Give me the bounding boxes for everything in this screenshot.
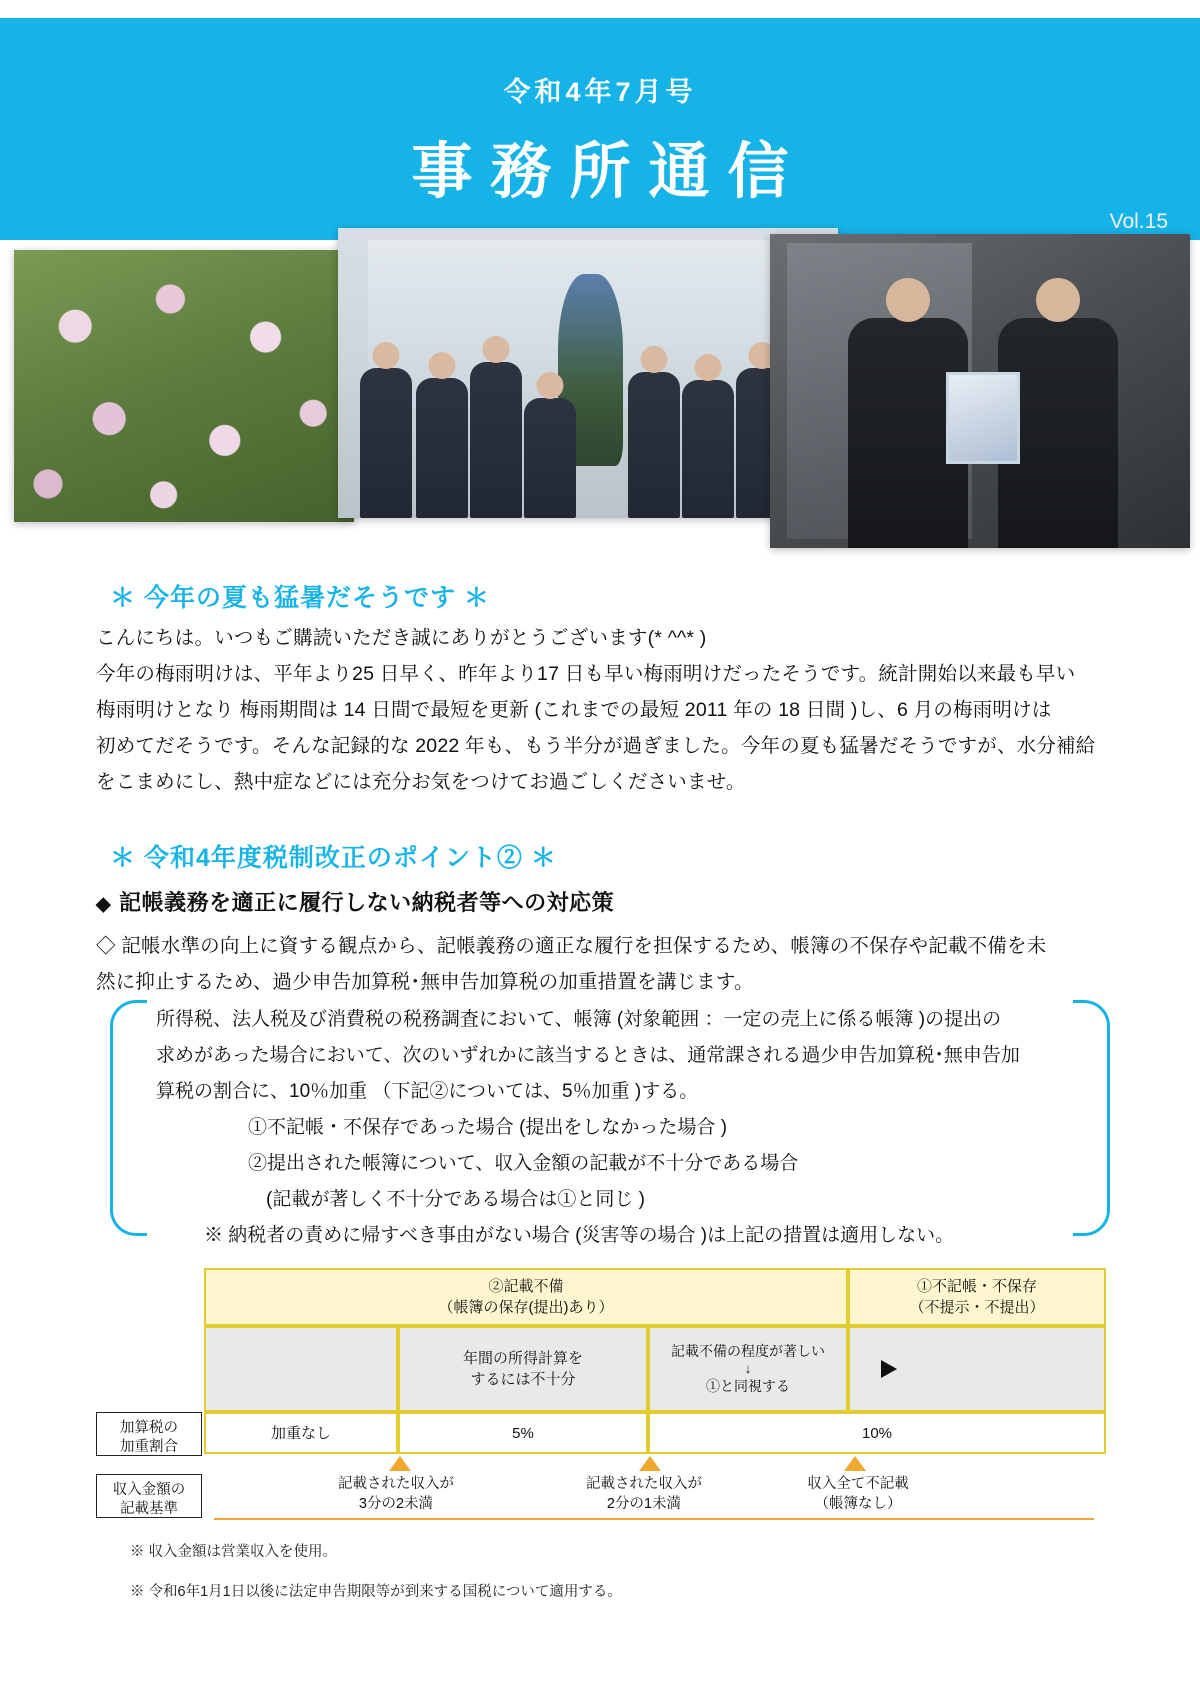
staff-person	[682, 380, 734, 518]
staff-group-photo	[338, 228, 838, 518]
row-label-rate	[96, 1412, 202, 1456]
right-arrow-icon	[881, 1360, 897, 1378]
staff-person	[524, 398, 576, 518]
table-note-1: ※ 収入金額は営業収入を使用。	[130, 1544, 338, 1560]
paragraph-line: こんにちは。いつもご購読いただき誠にありがとうございます(* ^^* )	[96, 627, 707, 649]
threshold-line: 記載された収入が	[338, 1476, 454, 1492]
quote-item: ②提出された帳簿について、収入金額の記載が不十分である場合	[248, 1153, 799, 1174]
staff-person	[470, 362, 522, 518]
threshold-marker-icon	[639, 1456, 661, 1471]
staff-person	[628, 372, 680, 518]
table-note-2: ※ 令和6年1月1日以後に法定申告期限等が到来する国税について適用する。	[130, 1584, 622, 1600]
diamond-bullet-icon: ◆	[96, 894, 112, 915]
flowers-photo	[14, 250, 354, 522]
quote-item: (記載が著しく不十分である場合は①と同じ )	[266, 1189, 645, 1210]
section-1-heading: ＊ 今年の夏も猛暑だそうです ＊	[110, 584, 490, 612]
subheader-line: するには不十分	[470, 1371, 576, 1388]
right-bracket-decoration	[1073, 1000, 1110, 1236]
left-bracket-decoration	[110, 1000, 147, 1236]
threshold-line: 2分の1未満	[606, 1496, 682, 1512]
table-subheader-severe	[648, 1326, 848, 1412]
table-subheader-none	[204, 1326, 398, 1412]
paragraph-line: 初めてだそうです。そんな記録的な 2022 年も、もう半分が過ぎました。今年の夏も猛暑だそうですが、水分補給	[96, 735, 1096, 757]
quote-note: ※ 納税者の責めに帰すべき事由がない場合 (災害等の場合 )は上記の措置は適用しない。	[204, 1225, 955, 1246]
threshold-line: 収入全て不記載	[807, 1476, 909, 1492]
volume-number: Vol.15	[1109, 210, 1168, 233]
issue-date: 令和4年7月号	[503, 77, 697, 107]
quote-item: ①不記帳・不保存であった場合 (提出をしなかった場合 )	[248, 1117, 728, 1138]
row-label-line: 加算税の	[120, 1420, 178, 1436]
threshold-label-1	[306, 1474, 486, 1514]
quote-line: 求めがあった場合において、次のいずれかに該当するときは、通常課される過少申告加算税･無申告加	[156, 1045, 1020, 1066]
table-group-header-2	[204, 1268, 848, 1326]
section-2-heading: ＊ 令和4年度税制改正のポイント② ＊	[110, 844, 557, 872]
subheader-line: ①と同視する	[706, 1378, 790, 1394]
paragraph-line: ◇ 記帳水準の向上に資する観点から、記帳義務の適正な履行を担保するため、帳簿の不保存や記載不備を未	[96, 935, 1047, 957]
quote-text	[156, 1002, 1056, 1254]
newsletter-header-banner	[0, 18, 1200, 240]
paragraph-line: 梅雨明けとなり 梅雨期間は 14 日間で最短を更新 (これまでの最短 2011 年の 18 日間 )し、6 月の梅雨明けは	[96, 699, 1052, 721]
threshold-line: （帳簿なし）	[814, 1496, 902, 1512]
section-2-subheading: 記帳義務を適正に履行しない納税者等への対応策	[119, 890, 615, 915]
threshold-label-2	[554, 1474, 734, 1514]
paragraph-line: 然に抑止するため、過少申告加算税･無申告加算税の加重措置を講じます。	[96, 971, 754, 993]
group-header-title: ①不記帳・不保存	[916, 1278, 1037, 1295]
threshold-marker-icon	[389, 1456, 411, 1471]
rate-cell-10: 10%	[648, 1412, 1106, 1454]
penalty-rate-diagram	[96, 1268, 1106, 1600]
rate-cell-5: 5%	[398, 1412, 648, 1454]
paragraph-line: をこまめにし、熱中症などには充分お気をつけてお過ごしくださいませ。	[96, 771, 746, 793]
group-header-title: ②記載不備	[488, 1278, 564, 1295]
group-header-subtitle: （帳簿の保存(提出)あり）	[438, 1299, 614, 1316]
quote-line: 算税の割合に、10％加重 （下記②については、5％加重 )する。	[156, 1081, 699, 1102]
threshold-label-3	[768, 1474, 948, 1514]
photo-collage	[0, 228, 1200, 548]
down-arrow-icon: ↓	[744, 1361, 752, 1376]
award-ceremony-photo	[770, 234, 1190, 548]
section-1-body	[96, 620, 1116, 800]
rate-cell-none: 加重なし	[204, 1412, 398, 1454]
threshold-marker-icon	[844, 1456, 866, 1471]
page-title: 事務所通信	[411, 137, 807, 205]
threshold-line: 3分の2未満	[358, 1496, 434, 1512]
subheader-line: 記載不備の程度が著しい	[671, 1343, 825, 1359]
paragraph-line: 今年の梅雨明けは、平年より25 日早く、昨年より17 日も早い梅雨明けだったそうです。統計開始以来最も早い	[96, 663, 1076, 685]
row-label-line: 記載基準	[120, 1501, 178, 1517]
award-plaque	[946, 372, 1020, 464]
axis-line	[214, 1518, 1094, 1520]
group-header-subtitle: （不提示・不提出）	[909, 1299, 1045, 1316]
threshold-line: 記載された収入が	[586, 1476, 702, 1492]
section-2-subheading-row	[96, 886, 614, 917]
table-subheader-empty	[848, 1326, 1106, 1412]
row-label-line: 収入金額の	[112, 1482, 186, 1498]
row-label-line: 加重割合	[120, 1439, 178, 1455]
highlight-quote-box	[110, 1000, 1110, 1246]
row-label-basis	[96, 1474, 202, 1518]
table-subheader-insufficient	[398, 1326, 648, 1412]
quote-line: 所得税、法人税及び消費税の税務調査において、帳簿 (対象範囲 ：一定の売上に係る帳簿 )の提出の	[156, 1009, 1002, 1030]
staff-person	[360, 368, 412, 518]
subheader-line: 年間の所得計算を	[462, 1350, 583, 1367]
section-2-body	[96, 928, 1116, 1000]
table-group-header-1	[848, 1268, 1106, 1326]
staff-person	[416, 378, 468, 518]
